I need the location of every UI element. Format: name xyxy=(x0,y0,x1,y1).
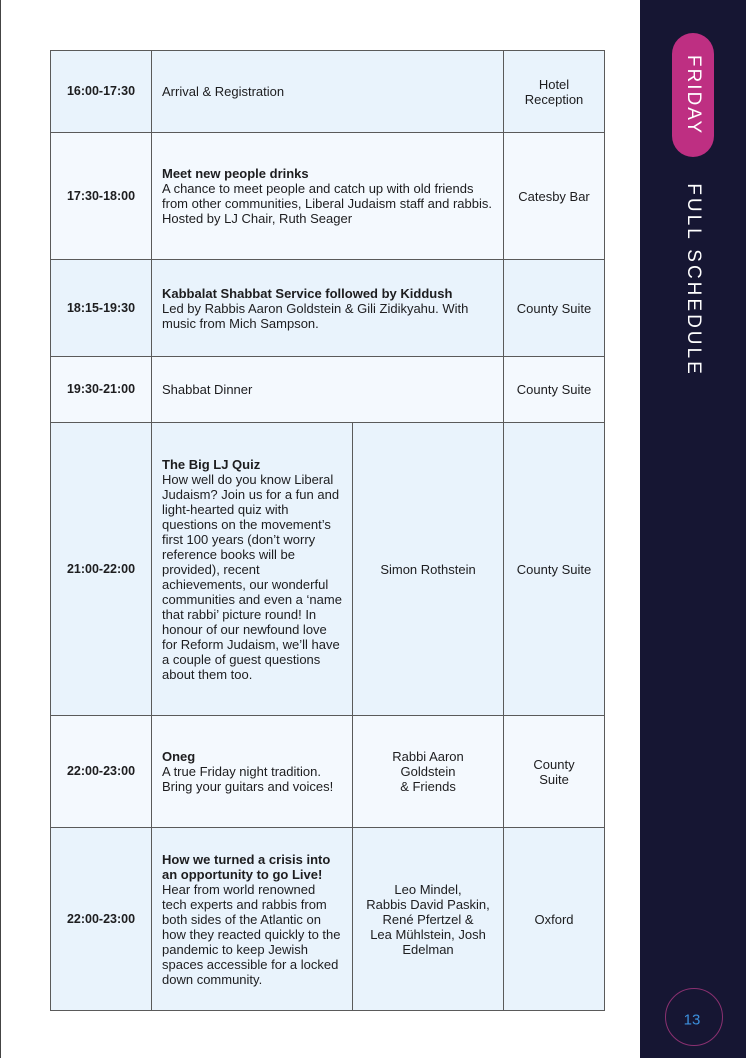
page-edge xyxy=(0,0,1,1058)
time-cell: 21:00-22:00 xyxy=(51,423,152,716)
schedule-row xyxy=(51,828,605,1011)
location-cell xyxy=(504,716,605,828)
location-text: County Suite xyxy=(516,382,592,397)
time-cell: 18:15-19:30 xyxy=(51,260,152,357)
day-label: FRIDAY xyxy=(683,54,704,136)
time-cell: 19:30-21:00 xyxy=(51,357,152,423)
event-title: Meet new people drinks xyxy=(162,166,309,181)
event-description: Led by Rabbis Aaron Goldstein & Gili Zidikyahu. With music from Mich Sampson. xyxy=(162,300,469,331)
time-cell: 16:00-17:30 xyxy=(51,51,152,133)
schedule-row xyxy=(51,423,605,716)
location-cell xyxy=(504,51,605,133)
host-text: Leo Mindel, Rabbis David Paskin, René Pfertzel & Lea Mühlstein, Josh Edelman xyxy=(366,881,490,957)
schedule-row xyxy=(51,133,605,260)
event-description: Arrival & Registration xyxy=(162,84,285,99)
location-cell xyxy=(504,828,605,1011)
schedule-row xyxy=(51,357,605,423)
location-cell xyxy=(504,357,605,423)
schedule-row xyxy=(51,716,605,828)
host-text: Rabbi Aaron Goldstein & Friends xyxy=(392,749,464,794)
event-title: Oneg xyxy=(162,749,196,764)
event-description: A chance to meet people and catch up with old friends from other communities, Liberal Judaism staff and rabbis. Hosted by LJ Chair, Ruth Seager xyxy=(162,181,492,226)
page-number: 13 xyxy=(683,1011,701,1029)
host-cell xyxy=(353,423,504,716)
location-cell xyxy=(504,133,605,260)
event-title: The Big LJ Quiz xyxy=(162,456,261,472)
location-text: Catesby Bar xyxy=(518,188,590,204)
event-description: Hear from world renowned tech experts and rabbis from both sides of the Atlantic on how they reacted quickly to the pandemic to keep Jewish spaces accessible for a locked down community. xyxy=(162,881,341,987)
host-cell xyxy=(353,828,504,1011)
event-title: Kabbalat Shabbat Service followed by Kiddush xyxy=(162,285,453,301)
event-cell xyxy=(152,260,504,357)
schedule-table xyxy=(50,50,605,1011)
event-title: How we turned a crisis into an opportunity to go Live! xyxy=(162,851,331,882)
location-text: County Suite xyxy=(533,756,575,787)
event-cell xyxy=(152,51,504,133)
location-text: Hotel Reception xyxy=(524,76,584,107)
location-text: County Suite xyxy=(516,300,592,316)
event-cell xyxy=(152,133,504,260)
time-cell: 22:00-23:00 xyxy=(51,828,152,1011)
event-cell xyxy=(152,716,353,828)
schedule-row xyxy=(51,51,605,133)
time-cell: 22:00-23:00 xyxy=(51,716,152,828)
event-description: A true Friday night tradition. Bring your guitars and voices! xyxy=(162,764,334,794)
host-text: Simon Rothstein xyxy=(380,561,476,577)
host-cell xyxy=(353,716,504,828)
event-cell xyxy=(152,828,353,1011)
time-cell: 17:30-18:00 xyxy=(51,133,152,260)
event-cell xyxy=(152,357,504,423)
event-description: Shabbat Dinner xyxy=(162,382,253,397)
sidebar xyxy=(640,0,746,1058)
event-description: How well do you know Liberal Judaism? Join us for a fun and light-hearted quiz with questions on the movement’s first 100 years (don’t worry reference books will be provided), recent achievements, our wonderful communities and even a ‘name that rabbi’ picture round! In honour of our newfound love for Reform Judaism, we’ll have a couple of guest questions about them too. xyxy=(162,471,342,682)
location-cell xyxy=(504,260,605,357)
location-cell xyxy=(504,423,605,716)
section-label: FULL SCHEDULE xyxy=(683,183,704,377)
location-text: County Suite xyxy=(516,561,592,577)
schedule-row xyxy=(51,260,605,357)
location-text: Oxford xyxy=(534,911,574,927)
event-cell xyxy=(152,423,353,716)
